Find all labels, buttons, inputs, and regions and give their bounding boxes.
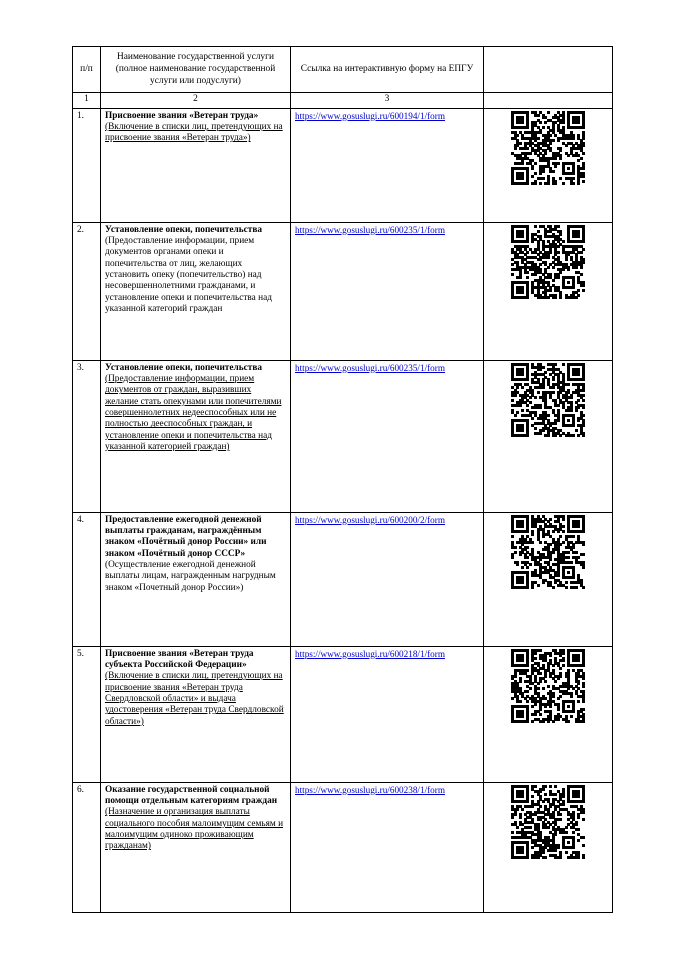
service-name-main: Присвоение звания «Ветеран труда»	[105, 110, 259, 121]
row-service-name	[101, 108, 291, 222]
colnum-2: 2	[101, 93, 291, 108]
service-link[interactable]: https://www.gosuslugi.ru/600194/1/form	[295, 110, 445, 121]
qr-code-icon	[511, 649, 585, 723]
service-link[interactable]: https://www.gosuslugi.ru/600200/2/form	[295, 514, 445, 525]
service-name-sub: (Включение в списки лиц, претендующих на присвоение звания «Ветеран труда Свердловской области» и выдача удостоверения «Ветеран труда Свердловской области»)	[105, 671, 284, 727]
table-row	[73, 108, 613, 222]
qr-code-icon	[511, 785, 585, 859]
service-link[interactable]: https://www.gosuslugi.ru/600235/1/form	[295, 224, 445, 235]
service-link[interactable]: https://www.gosuslugi.ru/600238/1/form	[295, 784, 445, 795]
row-index: 1.	[73, 108, 101, 222]
colnum-3: 3	[291, 93, 484, 108]
row-service-name	[101, 360, 291, 512]
row-qr-cell	[484, 360, 613, 512]
service-name-sub: (Предоставление информации, прием документов от граждан, выразивших желание стать опекунами или попечителями совершеннолетних недееспособных или не полностью дееспособных граждан, и установление опеки и попечительства над указанной категорией граждан)	[105, 374, 282, 453]
row-index: 4.	[73, 512, 101, 646]
table-row	[73, 222, 613, 360]
row-service-name	[101, 782, 291, 912]
service-name-sub: (Предоставление информации, прием документов органами опеки и попечительства от лиц, желающих установить опеку (попечительство) над несовершеннолетними гражданами, и установление опеки и попечительства над указанной категорий граждан	[105, 236, 272, 315]
row-service-name	[101, 222, 291, 360]
row-link-cell	[291, 646, 484, 782]
colnum-1: 1	[73, 93, 101, 108]
services-table	[72, 46, 613, 913]
service-name-sub: (Осуществление ежегодной денежной выплаты лицам, награжденным нагрудным знаком «Почетный донор России»)	[105, 560, 276, 593]
table-row	[73, 782, 613, 912]
header-cell-number: п/п	[73, 47, 101, 93]
service-name-main: Установление опеки, попечительства	[105, 362, 262, 373]
row-service-name	[101, 512, 291, 646]
row-index: 6.	[73, 782, 101, 912]
row-service-name	[101, 646, 291, 782]
row-qr-cell	[484, 646, 613, 782]
service-name-main: Установление опеки, попечительства	[105, 224, 262, 235]
table-row	[73, 512, 613, 646]
row-qr-cell	[484, 512, 613, 646]
table-row	[73, 360, 613, 512]
row-qr-cell	[484, 108, 613, 222]
table-column-number-row	[73, 93, 613, 108]
header-cell-qr	[484, 47, 613, 93]
service-name-main: Присвоение звания «Ветеран труда субъекта Российской Федерации»	[105, 648, 254, 671]
qr-code-icon	[511, 363, 585, 437]
row-link-cell	[291, 360, 484, 512]
row-qr-cell	[484, 222, 613, 360]
service-name-sub: (Включение в списки лиц, претендующих на присвоение звания «Ветеран труда»)	[105, 122, 283, 144]
qr-code-icon	[511, 515, 585, 589]
service-name-main: Предоставление ежегодной денежной выплаты гражданам, награждённым знаком «Почётный донор России» или знаком «Почётный донор СССР»	[105, 514, 267, 559]
row-link-cell	[291, 108, 484, 222]
header-cell-service-name: Наименование государственной услуги (полное наименование государственной услуги или подуслуги)	[101, 47, 291, 93]
service-link[interactable]: https://www.gosuslugi.ru/600235/1/form	[295, 362, 445, 373]
row-link-cell	[291, 782, 484, 912]
service-name-sub: (Назначение и организация выплаты социального пособия малоимущим семьям и малоимущим одиноко проживающим гражданам)	[105, 807, 284, 852]
row-index: 5.	[73, 646, 101, 782]
qr-code-icon	[511, 225, 585, 299]
service-link[interactable]: https://www.gosuslugi.ru/600218/1/form	[295, 648, 445, 659]
service-name-main: Оказание государственной социальной помощи отдельным категориям граждан	[105, 784, 278, 807]
row-index: 3.	[73, 360, 101, 512]
colnum-4	[484, 93, 613, 108]
row-link-cell	[291, 512, 484, 646]
row-qr-cell	[484, 782, 613, 912]
qr-code-icon	[511, 111, 585, 185]
table-header-row	[73, 47, 613, 93]
header-cell-link: Ссылка на интерактивную форму на ЕПГУ	[291, 47, 484, 93]
row-index: 2.	[73, 222, 101, 360]
row-link-cell	[291, 222, 484, 360]
table-row	[73, 646, 613, 782]
